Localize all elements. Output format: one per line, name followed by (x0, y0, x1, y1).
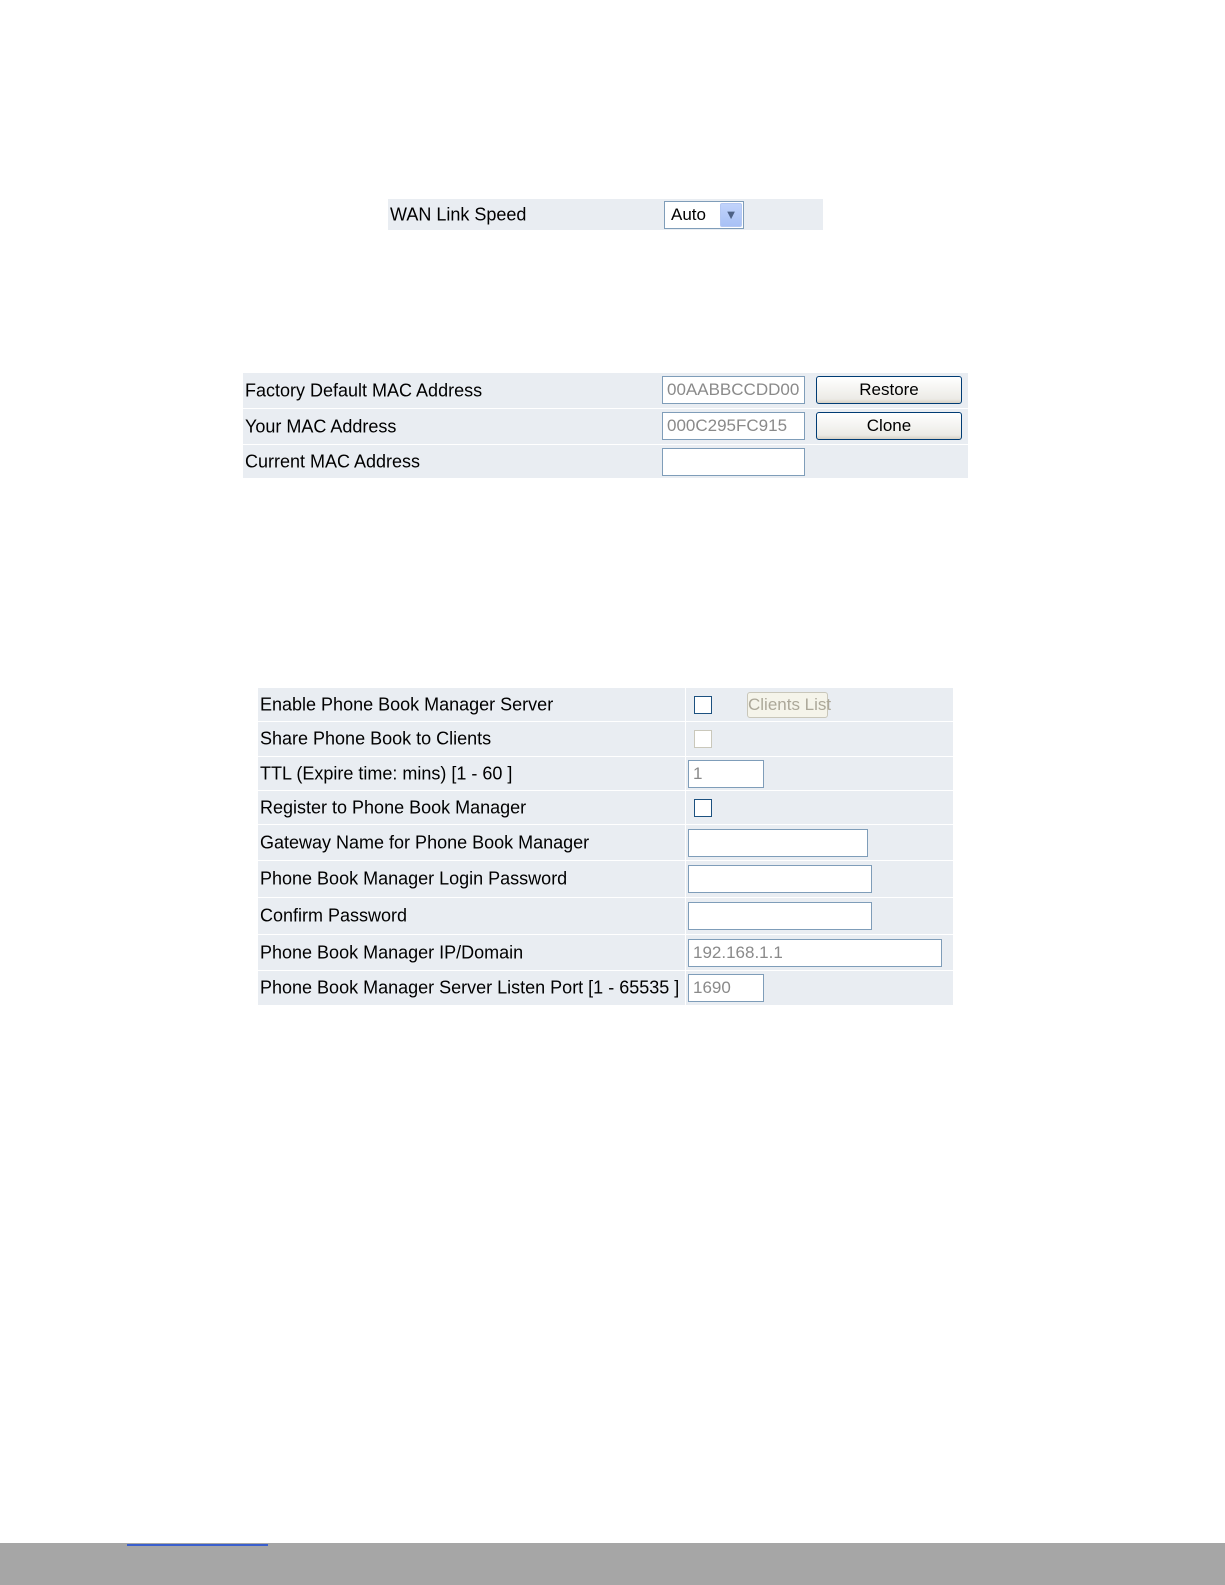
confirm-password-row (258, 898, 953, 935)
share-phone-book-row (258, 722, 953, 757)
ttl-field[interactable]: 1 (688, 760, 764, 788)
factory-mac-field[interactable]: 00AABBCCDD00 (662, 376, 805, 404)
share-phone-book-checkbox[interactable] (694, 730, 712, 748)
clients-list-button[interactable]: Clients List (747, 692, 828, 718)
current-mac-field[interactable] (662, 448, 805, 476)
ttl-row (258, 757, 953, 791)
manager-ip-row (258, 935, 953, 971)
manager-ip-label: Phone Book Manager IP/Domain (260, 942, 524, 962)
wan-link-speed-label: WAN Link Speed (390, 204, 527, 224)
ttl-label: TTL (Expire time: mins) [1 - 60 ] (260, 763, 513, 783)
gateway-name-row (258, 825, 953, 861)
factory-mac-row (243, 373, 968, 409)
current-mac-label: Current MAC Address (245, 451, 421, 471)
register-phone-book-checkbox[interactable] (694, 799, 712, 817)
your-mac-row (243, 409, 968, 445)
listen-port-label: Phone Book Manager Server Listen Port [1 - 65535 ] (260, 977, 680, 998)
wan-link-speed-value: Auto (671, 205, 706, 224)
chevron-down-icon[interactable]: ▼ (720, 203, 742, 227)
enable-phone-book-row (258, 688, 953, 722)
footer-link-underline[interactable] (127, 1544, 268, 1546)
enable-phone-book-checkbox[interactable] (694, 696, 712, 714)
clone-button[interactable]: Clone (816, 412, 962, 440)
register-phone-book-label: Register to Phone Book Manager (260, 797, 527, 817)
wan-link-speed-select[interactable] (664, 201, 744, 229)
login-password-label: Phone Book Manager Login Password (260, 868, 568, 889)
your-mac-field[interactable]: 000C295FC915 (662, 412, 805, 440)
login-password-field[interactable] (688, 865, 872, 893)
share-phone-book-label: Share Phone Book to Clients (260, 728, 492, 749)
enable-phone-book-label: Enable Phone Book Manager Server (260, 694, 554, 714)
your-mac-label: Your MAC Address (245, 416, 397, 436)
listen-port-field[interactable]: 1690 (688, 974, 764, 1002)
login-password-row (258, 861, 953, 898)
gateway-name-label: Gateway Name for Phone Book Manager (260, 832, 590, 852)
phone-book-panel (258, 688, 953, 1005)
wan-link-speed-panel (388, 199, 823, 230)
factory-mac-label: Factory Default MAC Address (245, 380, 483, 400)
confirm-password-label: Confirm Password (260, 905, 408, 926)
manager-ip-field[interactable]: 192.168.1.1 (688, 939, 942, 967)
footer-bar (0, 1543, 1225, 1585)
register-phone-book-row (258, 791, 953, 825)
mac-address-panel (243, 373, 968, 478)
gateway-name-field[interactable] (688, 829, 868, 857)
listen-port-row (258, 971, 953, 1005)
restore-button[interactable]: Restore (816, 376, 962, 404)
confirm-password-field[interactable] (688, 902, 872, 930)
current-mac-row (243, 445, 968, 478)
